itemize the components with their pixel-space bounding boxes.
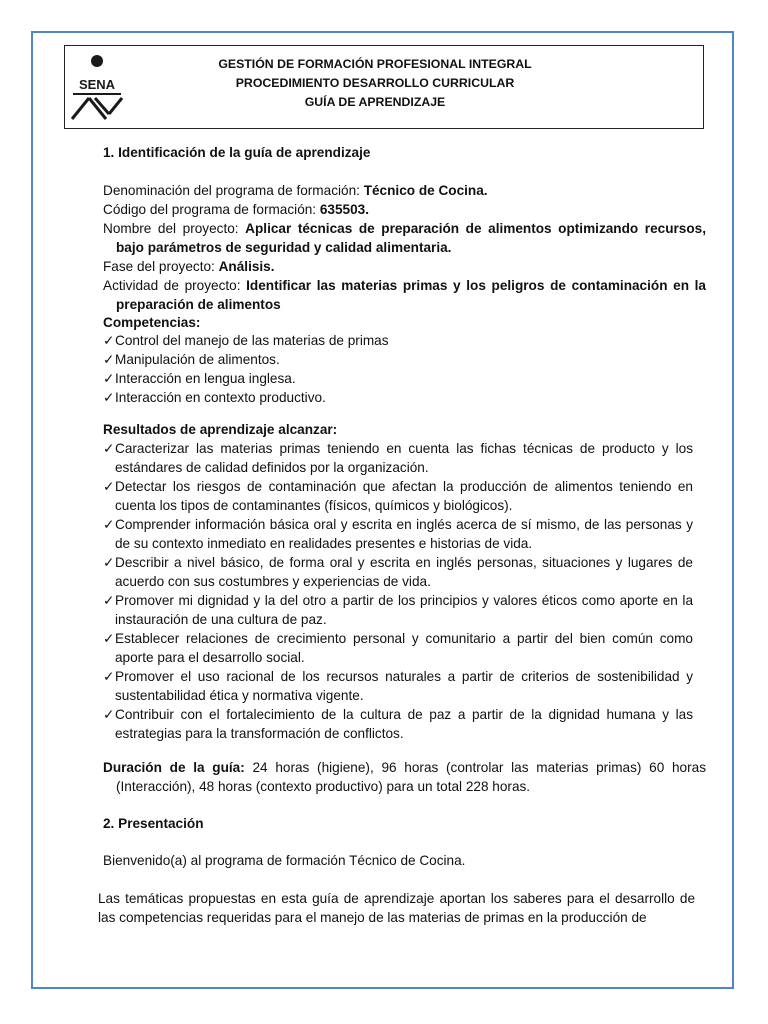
check-icon: ✓ xyxy=(103,333,115,348)
list-item: ✓Describir a nivel básico, de forma oral y escrita en inglés personas, situaciones y lugares de acuerdo con sus costumbres y experiencias de vida. xyxy=(103,555,693,589)
logo-text: SENA xyxy=(78,77,116,92)
check-icon: ✓ xyxy=(103,669,115,684)
list-item: ✓Comprender información básica oral y escrita en inglés acerca de sí mismo, de las personas y de su contexto inmediato en realidades presentes e historias de vida. xyxy=(103,517,693,551)
competencias-heading: Competencias: xyxy=(103,315,201,330)
list-item: ✓Detectar los riesgos de contaminación que afectan la producción de alimentos teniendo en cuenta los tipos de contaminantes (físicos, químicos y biológicos). xyxy=(103,479,693,513)
header-line-1: GESTIÓN DE FORMACIÓN PROFESIONAL INTEGRAL xyxy=(218,57,532,71)
list-item: ✓Promover el uso racional de los recursos naturales a partir de criterios de sostenibilidad y sustentabilidad ética y normativa vigente. xyxy=(103,669,693,703)
duracion-paragraph: Duración de la guía: 24 horas (higiene), 96 horas (controlar las materias primas) 60 horas (Interacción), 48 horas (contexto productivo) para un total 228 horas. xyxy=(103,760,706,794)
list-item: ✓Contribuir con el fortalecimiento de la cultura de paz a partir de la dignidad humana y las estrategias para la transformación de conflictos. xyxy=(103,707,693,741)
check-icon: ✓ xyxy=(103,707,115,722)
resultados-list xyxy=(103,439,693,743)
list-item: ✓Control del manejo de las materias de primas xyxy=(103,333,389,348)
check-icon: ✓ xyxy=(103,352,115,367)
header-line-3: GUÍA DE APRENDIZAJE xyxy=(304,95,446,109)
programa-line: Denominación del programa de formación: Técnico de Cocina. xyxy=(103,183,488,198)
check-icon: ✓ xyxy=(103,517,115,532)
list-item: ✓Establecer relaciones de crecimiento personal y comunitario a partir del bien común como aporte para el desarrollo social. xyxy=(103,631,693,665)
check-icon: ✓ xyxy=(103,390,115,405)
codigo-line: Código del programa de formación: 635503. xyxy=(103,202,370,217)
check-icon: ✓ xyxy=(103,631,115,646)
presentacion-paragraph: Las temáticas propuestas en esta guía de aprendizaje aportan los saberes para el desarrollo de las competencias requeridas para el manejo de las materias de primas en la producción de xyxy=(98,891,695,925)
section-2-heading: 2. Presentación xyxy=(103,816,204,831)
list-item: ✓Interacción en contexto productivo. xyxy=(103,390,326,405)
list-item: ✓Interacción en lengua inglesa. xyxy=(103,371,296,386)
proyecto-line: Nombre del proyecto: Aplicar técnicas de preparación de alimentos optimizando recursos, bajo parámetros de seguridad y calidad alimentaria. xyxy=(103,221,706,255)
bienvenida-line: Bienvenido(a) al programa de formación Técnico de Cocina. xyxy=(103,853,466,868)
sena-logo xyxy=(67,51,127,121)
fase-line: Fase del proyecto: Análisis. xyxy=(103,259,275,274)
list-item: ✓Promover mi dignidad y la del otro a partir de los principios y valores éticos como aporte en la instauración de una cultura de paz. xyxy=(103,593,693,627)
check-icon: ✓ xyxy=(103,479,115,494)
check-icon: ✓ xyxy=(103,555,115,570)
check-icon: ✓ xyxy=(103,371,115,386)
check-icon: ✓ xyxy=(103,593,115,608)
document-header xyxy=(64,45,704,129)
list-item: ✓Caracterizar las materias primas teniendo en cuenta las fichas técnicas de producto y los estándares de calidad definidos por la organización. xyxy=(103,441,693,475)
section-1-heading: 1. Identificación de la guía de aprendizaje xyxy=(103,145,371,160)
check-icon: ✓ xyxy=(103,441,115,456)
competencias-list xyxy=(103,331,693,407)
list-item: ✓Manipulación de alimentos. xyxy=(103,352,280,367)
resultados-heading: Resultados de aprendizaje alcanzar: xyxy=(103,422,338,437)
actividad-line: Actividad de proyecto: Identificar las materias primas y los peligros de contaminación en la preparación de alimentos xyxy=(103,278,706,312)
header-line-2: PROCEDIMIENTO DESARROLLO CURRICULAR xyxy=(235,76,515,90)
